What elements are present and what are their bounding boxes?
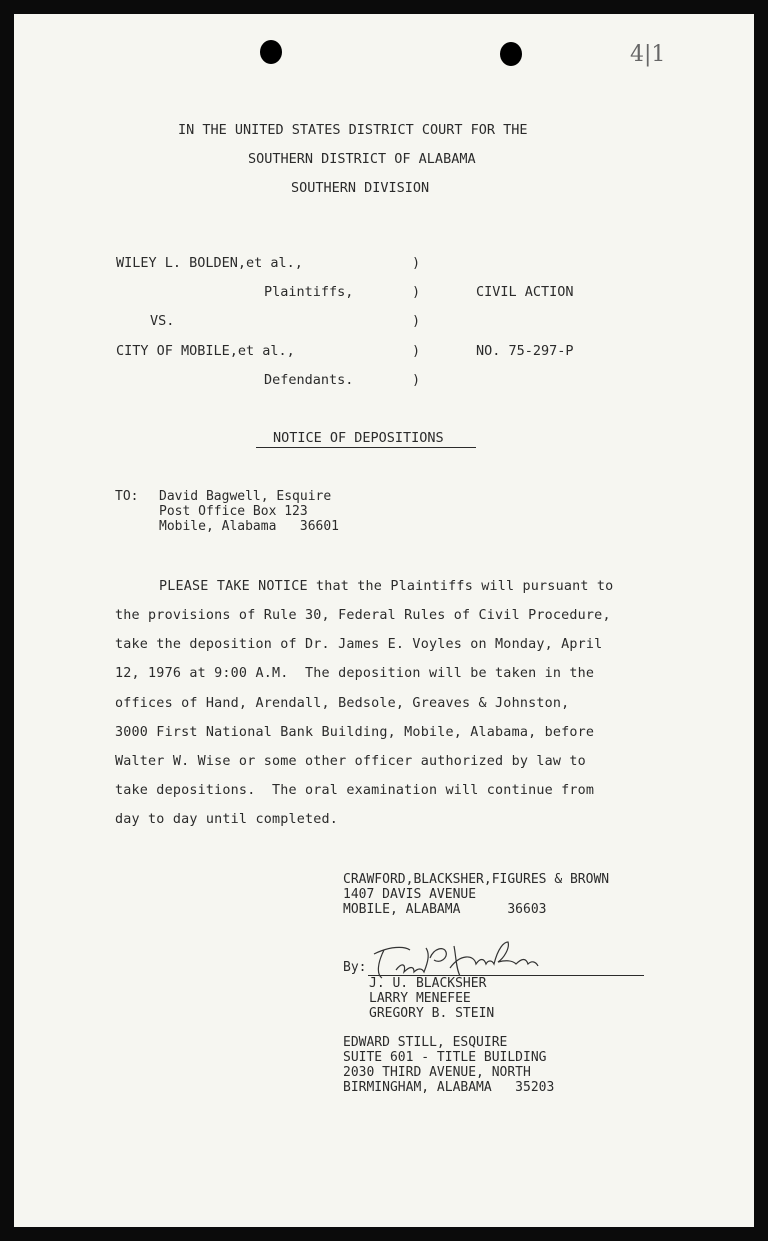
court-heading-line1: IN THE UNITED STATES DISTRICT COURT FOR THE [178, 122, 528, 138]
co-counsel-address3: BIRMINGHAM, ALABAMA 35203 [343, 1080, 555, 1095]
caption-paren: ) [412, 313, 421, 329]
body-line: 3000 First National Bank Building, Mobile, Alabama, before [115, 725, 595, 740]
body-line: offices of Hand, Arendall, Bedsole, Greaves & Johnston, [115, 696, 570, 711]
to-label: TO: [115, 489, 139, 504]
firm-address1: 1407 DAVIS AVENUE [343, 887, 477, 902]
punch-hole-left [260, 40, 282, 64]
caption-paren: ) [412, 343, 421, 359]
caption-paren: ) [412, 372, 421, 388]
document-page [14, 14, 754, 1227]
body-line: the provisions of Rule 30, Federal Rules of Civil Procedure, [115, 608, 611, 623]
title-underline [256, 447, 476, 448]
signer-1: J. U. BLACKSHER [369, 976, 487, 991]
civil-action-label: CIVIL ACTION [476, 284, 574, 300]
body-line: PLEASE TAKE NOTICE that the Plaintiffs will pursuant to [159, 579, 614, 594]
caption-defendant-role: Defendants. [264, 372, 354, 388]
caption-plaintiff-role: Plaintiffs, [264, 284, 354, 300]
to-address1: Post Office Box 123 [159, 504, 308, 519]
body-line: take the deposition of Dr. James E. Voyles on Monday, April [115, 637, 603, 652]
case-number: NO. 75-297-P [476, 343, 574, 359]
co-counsel-address1: SUITE 601 - TITLE BUILDING [343, 1050, 547, 1065]
caption-defendant: CITY OF MOBILE,et al., [116, 343, 295, 359]
firm-name: CRAWFORD,BLACKSHER,FIGURES & BROWN [343, 872, 610, 887]
to-address2: Mobile, Alabama 36601 [159, 519, 340, 534]
handwritten-page-mark: 4|1 [630, 42, 666, 67]
body-line: take depositions. The oral examination will continue from [115, 783, 595, 798]
body-line: Walter W. Wise or some other officer authorized by law to [115, 754, 586, 769]
caption-plaintiff: WILEY L. BOLDEN,et al., [116, 255, 303, 271]
caption-vs: VS. [150, 313, 175, 329]
co-counsel-name: EDWARD STILL, ESQUIRE [343, 1035, 508, 1050]
body-line: 12, 1976 at 9:00 A.M. The deposition will be taken in the [115, 666, 595, 681]
signer-3: GREGORY B. STEIN [369, 1006, 495, 1021]
to-name: David Bagwell, Esquire [159, 489, 332, 504]
notice-title: NOTICE OF DEPOSITIONS [273, 430, 444, 446]
caption-paren: ) [412, 284, 421, 300]
body-line: day to day until completed. [115, 812, 339, 827]
by-label: By: [343, 960, 367, 975]
caption-paren: ) [412, 255, 421, 271]
court-heading-line3: SOUTHERN DIVISION [291, 180, 430, 196]
court-heading-line2: SOUTHERN DISTRICT OF ALABAMA [248, 151, 476, 167]
co-counsel-address2: 2030 THIRD AVENUE, NORTH [343, 1065, 531, 1080]
signer-2: LARRY MENEFEE [369, 991, 471, 1006]
punch-hole-right [500, 42, 522, 66]
firm-address2: MOBILE, ALABAMA 36603 [343, 902, 547, 917]
